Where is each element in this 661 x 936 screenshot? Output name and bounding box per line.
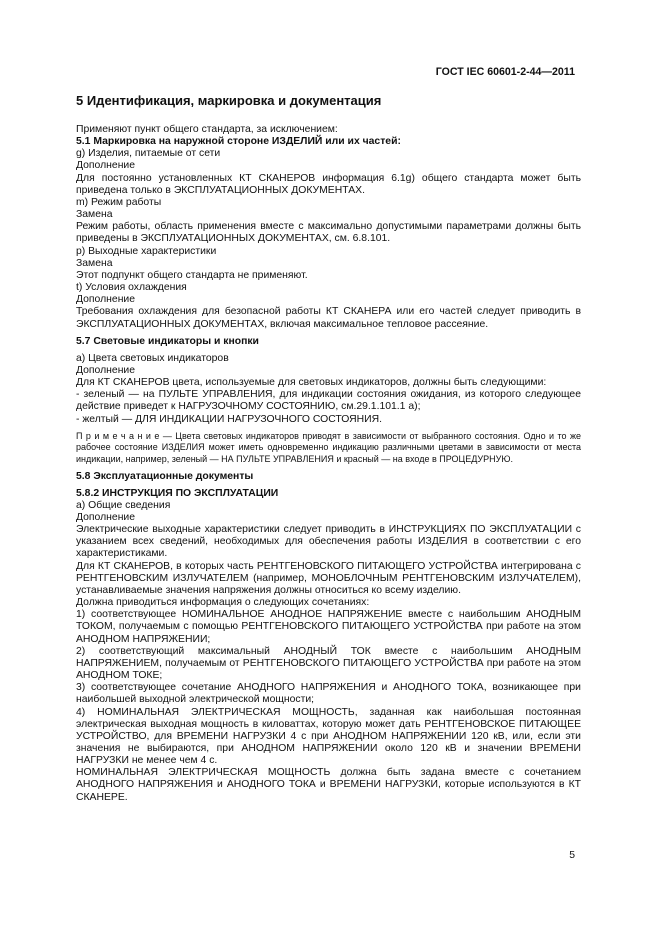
- document-body: [76, 124, 581, 804]
- paragraph: p) Выходные характеристики: [76, 245, 217, 257]
- clause-5-8-2-heading: 5.8.2 ИНСТРУКЦИЯ ПО ЭКСПЛУАТАЦИИ: [76, 487, 279, 499]
- paragraph: t) Условия охлаждения: [76, 282, 187, 294]
- paragraph: Режим работы, область применения вместе с максимально допустимыми параметрами должны быть приведены в ЭКСПЛУАТАЦИОННЫХ ДОКУМЕНТАХ, см. 6.8.101.: [76, 221, 581, 245]
- paragraph: Замена: [76, 209, 113, 221]
- list-item: - зеленый — на ПУЛЬТЕ УПРАВЛЕНИЯ, для индикации состояния ожидания, из которого следующее действие приведет к НАГРУЗОЧНОМУ СОСТОЯНИЮ, см.29.1.101.1 а);: [76, 389, 581, 413]
- paragraph: а) Цвета световых индикаторов: [76, 352, 229, 364]
- page-number: 5: [569, 850, 575, 861]
- paragraph: g) Изделия, питаемые от сети: [76, 148, 221, 160]
- paragraph: а) Общие сведения: [76, 499, 171, 511]
- doc-number: ГОСТ IEC 60601-2-44—2011: [435, 66, 575, 78]
- paragraph: Должна приводиться информация о следующих сочетаниях:: [76, 597, 370, 609]
- paragraph: Замена: [76, 257, 113, 269]
- list-item: 4) НОМИНАЛЬНАЯ ЭЛЕКТРИЧЕСКАЯ МОЩНОСТЬ, заданная как наибольшая постоянная электрическая выходная мощность в киловаттах, которую может дать РЕНТГЕНОВСКОЕ ПИТАЮЩЕЕ УСТРОЙСТВО, для ВРЕМЕНИ НАГРУЗКИ 4 с при АНОДНОМ НАПРЯЖЕНИИ 120 кВ, или, если эти значения не выбираются, при АНОДНОМ НАПРЯЖЕНИИ около 120 кВ и значении ВРЕМЕНИ НАГРУЗКИ не менее чем 4 с.: [76, 706, 581, 767]
- section-5-title: 5 Идентификация, маркировка и документация: [76, 93, 382, 108]
- clause-5-1-heading: 5.1 Маркировка на наружной стороне ИЗДЕЛИЙ или их частей:: [76, 136, 401, 148]
- paragraph: Дополнение: [76, 364, 136, 376]
- paragraph: Для КТ СКАНЕРОВ, в которых часть РЕНТГЕНОВСКОГО ПИТАЮЩЕГО УСТРОЙСТВА интегрирована с РЕНТГЕНОВСКИМ ИЗЛУЧАТЕЛЕМ (например, МОНОБЛОЧНЫМ РЕНТГЕНОВСКИМ ИЗЛУЧАТЕЛЕМ), устанавливаемые значения напряжения должны относиться ко всему изделию.: [76, 560, 581, 596]
- list-item: 3) соответствующее сочетание АНОДНОГО НАПРЯЖЕНИЯ и АНОДНОГО ТОКА, возникающее при наибольшей выходной электрической мощности;: [76, 682, 581, 706]
- paragraph: Требования охлаждения для безопасной работы КТ СКАНЕРА или его частей следует приводить в ЭКСПЛУАТАЦИОННЫХ ДОКУМЕНТАХ, включая максимальное тепловое рассеяние.: [76, 306, 581, 330]
- paragraph: Для постоянно установленных КТ СКАНЕРОВ информация 6.1g) общего стандарта может быть приведена только в ЭКСПЛУАТАЦИОННЫХ ДОКУМЕНТАХ.: [76, 172, 581, 196]
- paragraph: НОМИНАЛЬНАЯ ЭЛЕКТРИЧЕСКАЯ МОЩНОСТЬ должна быть задана вместе с сочетанием АНОДНОГО НАПРЯЖЕНИЯ и АНОДНОГО ТОКА и ВРЕМЕНИ НАГРУЗКИ, которые используются в КТ СКАНЕРЕ.: [76, 767, 581, 803]
- paragraph: Электрические выходные характеристики следует приводить в ИНСТРУКЦИЯХ ПО ЭКСПЛУАТАЦИИ с указанием всех сведений, необходимых для обеспечения работы ИЗДЕЛИЯ в соответствии с его характеристиками.: [76, 524, 581, 560]
- clause-5-7-heading: 5.7 Световые индикаторы и кнопки: [76, 335, 259, 347]
- clause-5-8-heading: 5.8 Эксплуатационные документы: [76, 470, 254, 482]
- paragraph: Дополнение: [76, 160, 136, 172]
- list-item: - желтый — ДЛЯ ИНДИКАЦИИ НАГРУЗОЧНОГО СОСТОЯНИЯ.: [76, 413, 382, 425]
- paragraph: Дополнение: [76, 512, 136, 523]
- paragraph: Для КТ СКАНЕРОВ цвета, используемые для световых индикаторов, должны быть следующими:: [76, 377, 547, 389]
- note: П р и м е ч а н и е — Цвета световых индикаторов приводят в зависимости от выбранного состояния. Одно и то же рабочее состояние ИЗДЕЛИЯ может иметь одновременно индикацию различными цветами в зависимости от места индикации, например, зеленый — НА ПУЛЬТЕ УПРАВЛЕНИЯ и красный — на входе в ПРОЦЕДУРНУЮ.: [76, 430, 581, 464]
- list-item: 2) соответствующий максимальный АНОДНЫЙ ТОК вместе с наибольшим АНОДНЫМ НАПРЯЖЕНИЕМ, получаемым от РЕНТГЕНОВСКОГО ПИТАЮЩЕГО УСТРОЙСТВА при работе на этом АНОДНОМ ТОКЕ;: [76, 645, 581, 682]
- paragraph: Дополнение: [76, 294, 136, 306]
- paragraph: m) Режим работы: [76, 196, 162, 208]
- paragraph: Этот подпункт общего стандарта не применяют.: [76, 269, 308, 281]
- list-item: 1) соответствующее НОМИНАЛЬНОЕ АНОДНОЕ НАПРЯЖЕНИЕ вместе с наибольшим АНОДНЫМ ТОКОМ, получаемым с помощью РЕНТГЕНОВСКОГО ПИТАЮЩЕГО УСТРОЙСТВА при работе на этом АНОДНОМ НАПРЯЖЕНИИ;: [76, 609, 581, 645]
- paragraph: Применяют пункт общего стандарта, за исключением:: [76, 124, 338, 135]
